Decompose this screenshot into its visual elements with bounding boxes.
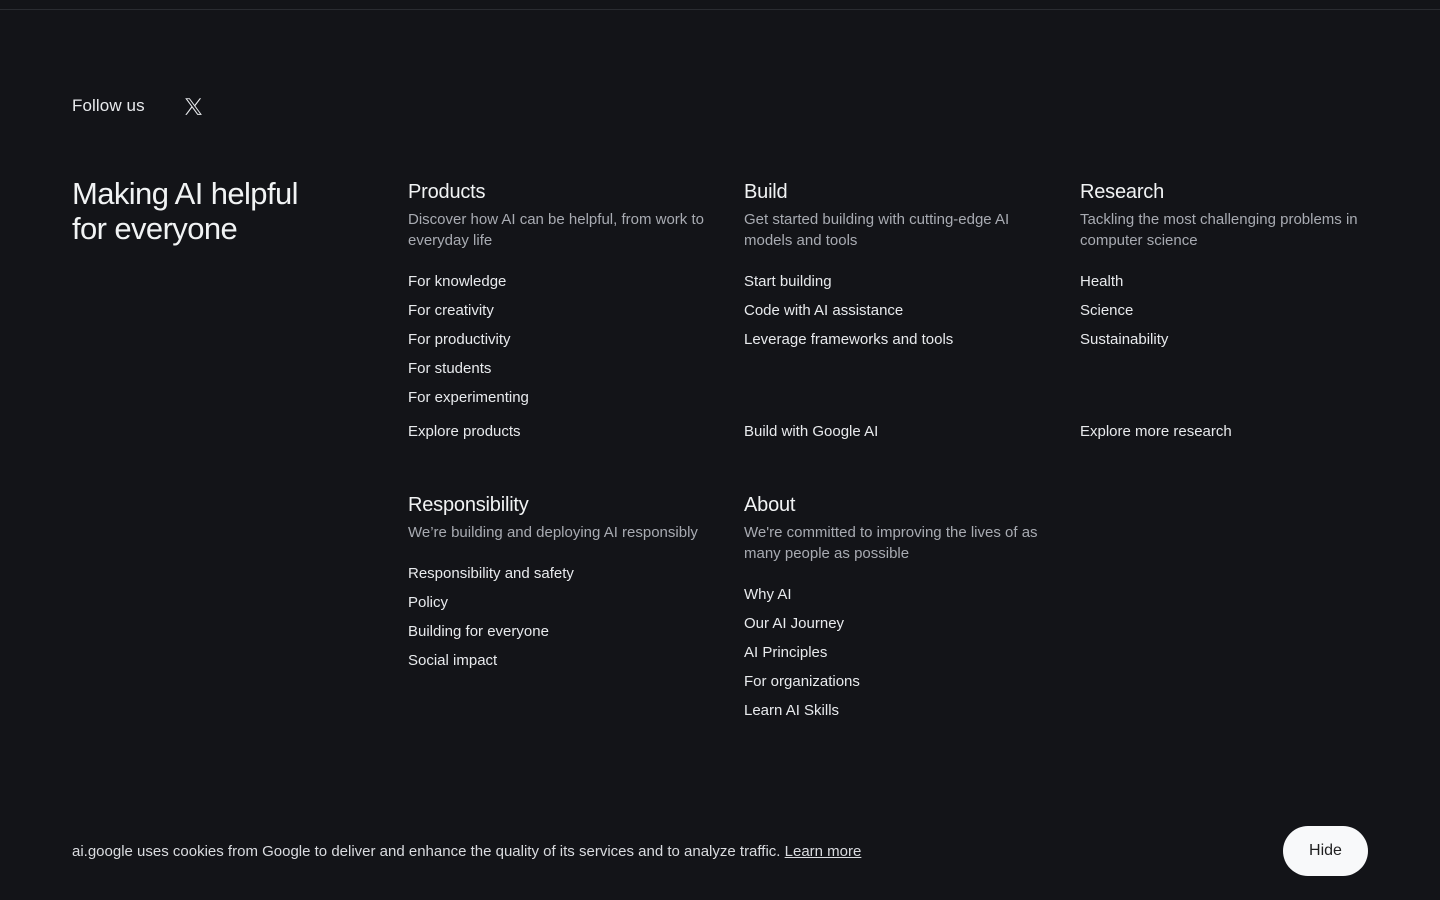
build-links xyxy=(744,267,1044,354)
link-for-students[interactable]: For students xyxy=(408,360,492,377)
link-our-ai-journey[interactable]: Our AI Journey xyxy=(744,615,845,632)
research-title: Research xyxy=(1080,181,1164,203)
products-section xyxy=(408,179,708,412)
link-building-for-everyone[interactable]: Building for everyone xyxy=(408,623,549,640)
about-section xyxy=(744,492,1044,725)
build-section xyxy=(744,179,1044,354)
responsibility-title: Responsibility xyxy=(408,494,529,516)
link-for-productivity[interactable]: For productivity xyxy=(408,331,511,348)
link-ai-principles[interactable]: AI Principles xyxy=(744,644,828,661)
products-title: Products xyxy=(408,181,486,203)
link-for-experimenting[interactable]: For experimenting xyxy=(408,389,529,406)
hide-cookie-button[interactable]: Hide xyxy=(1283,826,1368,876)
link-leverage-frameworks[interactable]: Leverage frameworks and tools xyxy=(744,331,954,348)
build-with-google-ai-link[interactable]: Build with Google AI xyxy=(744,423,879,440)
cookie-text: ai.google uses cookies from Google to deliver and enhance the quality of its services and to analyze traffic. xyxy=(72,843,781,860)
build-title: Build xyxy=(744,181,788,203)
research-section xyxy=(1080,179,1380,354)
link-for-creativity[interactable]: For creativity xyxy=(408,302,494,319)
link-sustainability[interactable]: Sustainability xyxy=(1080,331,1169,348)
link-start-building[interactable]: Start building xyxy=(744,273,832,290)
build-description: Get started building with cutting-edge AI models and tools xyxy=(744,211,1010,249)
explore-products-link[interactable]: Explore products xyxy=(408,423,521,440)
tagline-line-1: Making AI helpful xyxy=(72,176,298,211)
tagline xyxy=(72,176,372,246)
responsibility-section xyxy=(408,492,708,675)
about-title: About xyxy=(744,494,796,516)
cookie-message xyxy=(72,840,861,864)
link-for-knowledge[interactable]: For knowledge xyxy=(408,273,507,290)
link-social-impact[interactable]: Social impact xyxy=(408,652,498,669)
explore-more-research-link[interactable]: Explore more research xyxy=(1080,423,1232,440)
cookie-banner xyxy=(0,802,1440,900)
link-learn-ai-skills[interactable]: Learn AI Skills xyxy=(744,702,840,719)
research-description: Tackling the most challenging problems in computer science xyxy=(1080,211,1358,249)
link-science[interactable]: Science xyxy=(1080,302,1134,319)
link-health[interactable]: Health xyxy=(1080,273,1124,290)
products-links xyxy=(408,267,708,412)
x-social-link[interactable] xyxy=(183,95,205,117)
link-why-ai[interactable]: Why AI xyxy=(744,586,792,603)
learn-more-link[interactable]: Learn more xyxy=(784,843,862,860)
responsibility-description: We’re building and deploying AI responsibly xyxy=(408,524,698,541)
responsibility-links xyxy=(408,559,708,675)
products-description: Discover how AI can be helpful, from work to everyday life xyxy=(408,211,704,249)
follow-us xyxy=(72,90,205,122)
link-responsibility-and-safety[interactable]: Responsibility and safety xyxy=(408,565,574,582)
about-links xyxy=(744,580,1044,725)
top-divider xyxy=(0,9,1440,10)
link-for-organizations[interactable]: For organizations xyxy=(744,673,860,690)
research-links xyxy=(1080,267,1380,354)
link-policy[interactable]: Policy xyxy=(408,594,449,611)
link-code-with-ai-assistance[interactable]: Code with AI assistance xyxy=(744,302,904,319)
x-logo-icon xyxy=(183,96,204,117)
about-description: We're committed to improving the lives of as many people as possible xyxy=(744,524,1038,562)
tagline-line-2: for everyone xyxy=(72,211,238,246)
follow-us-label: Follow us xyxy=(72,96,145,115)
